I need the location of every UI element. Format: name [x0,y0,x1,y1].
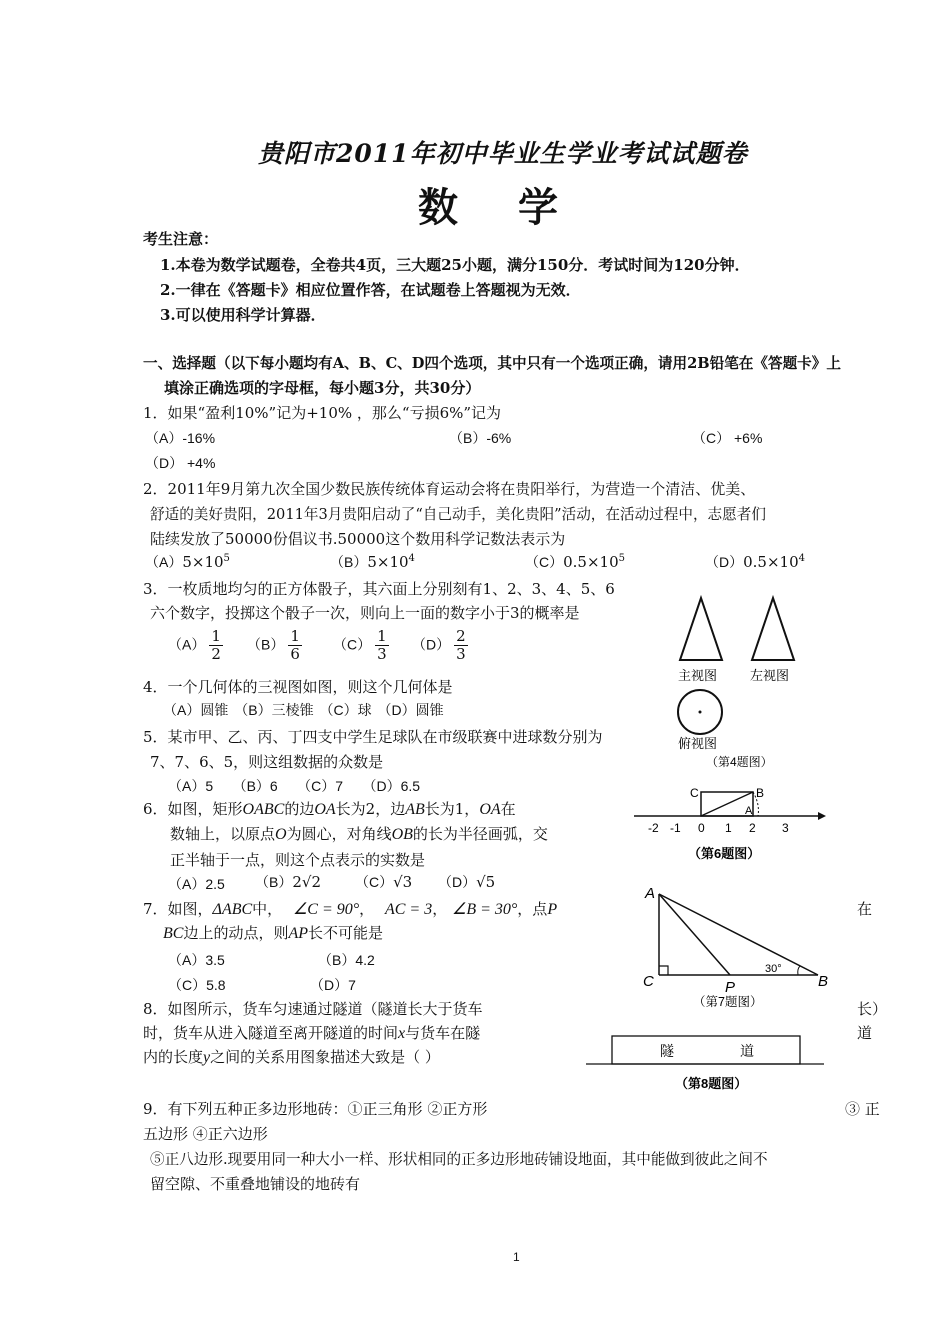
q2-option-d: $(D)0.5\times 10^4$ [705,553,806,571]
q7-triangle-figure [635,880,845,1015]
q6-number-line-figure [628,778,828,868]
q9-line-3: ⑤正八边形.现要用同一种大小一样、形状相同的正多边形地砖铺设地面，其中能做到彼此之间不 [150,1151,768,1168]
tick-0: 0 [698,821,705,835]
q7-option-b: （B）4.2 [318,952,375,968]
top-view-center-dot [699,711,702,714]
q4-stem: 4．一个几何体的三视图如图，则这个几何体是 [143,678,453,696]
q9-line-2: 五边形 ④正六边形 [143,1125,268,1143]
q7-option-d: （D）7 [310,977,356,993]
q6-line-1: 6．如图，矩形OABC的边OA长为2，边AB长为1，OA在 [143,800,516,818]
q2-option-a: $(A)5\times 10^5$ [145,553,230,571]
left-view-label: 左视图 [750,668,790,683]
q9-line-1: 9．有下列五种正多边形地砖：①正三角形 ②正方形 [143,1100,488,1118]
axis-arrow-icon [818,812,826,820]
q6-option-b: （B）2√2 [255,873,321,891]
q2-line-3: 陆续发放了50000份倡议书.50000这个数用科学记数法表示为 [150,530,566,548]
q3-option-d: （D） $\frac{2}{3}$ [412,627,466,663]
q8-line-1: 8．如图所示，货车匀速通过隧道（隧道长大于货车 [143,1000,483,1018]
left-view-triangle [752,598,794,660]
angle-label: 30° [765,963,782,975]
q3-line-1: 3．一枚质地均匀的正方体骰子，其六面上分别刻有1、2、3、4、5、6 [143,580,615,598]
page-number: 1 [513,1250,520,1264]
q6-line-2: 数轴上，以原点O为圆心，对角线OB的长为半径画弧，交 [170,825,548,843]
vertex-a: A [645,885,656,902]
section-1-heading: 一、选择题（以下每小题均有A、B、C、D四个选项，其中只有一个选项正确，请用2B铅笔在《答题卡》上 [143,355,841,372]
q2-option-c: $(C)0.5\times 10^5$ [525,553,626,571]
point-p: P [725,979,736,996]
q3-option-b: （B） $\frac{1}{6}$ [247,627,300,663]
q7-option-a: （A）3.5 [168,952,225,968]
q9-line-1-end: ③ 正 [845,1100,880,1118]
tunnel-rect [612,1036,800,1064]
q1-option-d: （D） +4% [145,455,216,471]
q1-option-c: （C） +6% [692,430,763,446]
q1-stem: 1．如果“盈利10%”记为+10% ，那么“亏损6%”记为 [143,404,502,422]
q6-option-c: （C）√3 [355,873,413,891]
q7-line-1: 7．如图，ΔABC中， ∠C = 90°， AC = 3， ∠B = 30°，点P [143,900,558,918]
q6-option-d: （D）√5 [438,873,496,891]
front-view-triangle [680,598,722,660]
angle-arc [798,966,800,975]
section-1-heading-cont: 填涂正确选项的字母框，每小题3分，共30分） [164,379,481,397]
q2-line-1: 2．2011年9月第九次全国少数民族传统体育运动会将在贵阳举行，为营造一个清洁、优美、 [143,480,756,498]
notice-item-2: 2.一律在《答题卡》相应位置作答，在试题卷上答题视为无效． [160,281,581,299]
q7-figure-caption: （第7题图） [693,995,763,1009]
q4-options: （A）圆锥 （B）三棱锥 （C）球 （D）圆锥 [163,702,444,718]
q4-figure-caption: （第4题图） [706,755,773,769]
notice-heading: 考生注意： [143,230,219,248]
notice-item-3: 3.可以使用科学计算器． [160,306,326,324]
label-b: B [756,786,765,800]
notice-item-1: 1.本卷为数学试题卷，全卷共4页，三大题25小题，满分150分．考试时间为120分钟． [160,256,750,274]
q3-line-2: 六个数字，投掷这个骰子一次，则向上一面的数字小于3的概率是 [150,604,580,622]
q2-option-b: $(B)5\times 10^4$ [330,553,415,571]
q7-line-2: BC边上的动点，则AP长不可能是 [163,924,384,942]
tick-3: 3 [782,821,789,835]
label-a: A [745,805,753,817]
q5-options: （A）5 （B）6 （C）7 （D）6.5 [168,778,421,794]
tunnel-label-left: 隧 [660,1043,674,1059]
q6-figure-caption: （第6题图） [688,846,761,861]
q8-line-2: 时，货车从进入隧道至离开隧道的时间x与货车在隧 [143,1024,481,1042]
q9-line-4: 留空隙、不重叠地铺设的地砖有 [150,1175,361,1193]
q8-line-2-end: 道 [857,1024,873,1042]
tunnel-label-right: 道 [740,1043,754,1059]
q1-option-b: （B）-6% [449,430,512,446]
subject-title: 数学 [418,184,618,231]
vertex-c: C [643,973,654,990]
q5-line-1: 5．某市甲、乙、丙、丁四支中学生足球队在市级联赛中进球数分别为 [143,728,603,746]
side-ab [659,894,818,975]
segment-ap [659,894,730,975]
tick-minus-2: -2 [648,821,659,835]
label-c: C [690,786,699,800]
q8-line-3: 内的长度y之间的关系用图象描述大致是（ ） [143,1048,440,1066]
q2-line-2: 舒适的美好贵阳，2011年3月贵阳启动了“自己动手，美化贵阳”活动，在活动过程中，志愿者们 [150,506,766,523]
q8-line-1-end: 长） [857,1000,888,1018]
tick-1: 1 [725,821,732,835]
q3-option-c: （C） $\frac{1}{3}$ [333,627,387,663]
q5-line-2: 7、7、6、5，则这组数据的众数是 [150,753,384,771]
front-view-label: 主视图 [678,668,718,683]
q8-figure-caption: （第8题图） [675,1076,748,1091]
q6-line-3: 正半轴于一点，则这个点表示的实数是 [170,851,426,869]
exam-title: 贵阳市2011年初中毕业生学业考试试题卷 [258,139,748,168]
q4-three-views-figure [668,590,808,770]
tick-2: 2 [749,821,756,835]
q7-line-1-end: 在 [857,900,873,918]
vertex-b: B [818,973,829,990]
q3-option-a: （A） $\frac{1}{2}$ [168,627,221,663]
q8-tunnel-figure [580,1030,830,1095]
q1-option-a: （A）-16% [145,430,216,446]
q7-option-c: （C）5.8 [168,977,226,993]
top-view-label: 俯视图 [678,736,718,751]
right-angle-mark [659,966,668,975]
tick-minus-1: -1 [670,821,681,835]
q6-option-a: （A）2.5 [168,876,225,892]
